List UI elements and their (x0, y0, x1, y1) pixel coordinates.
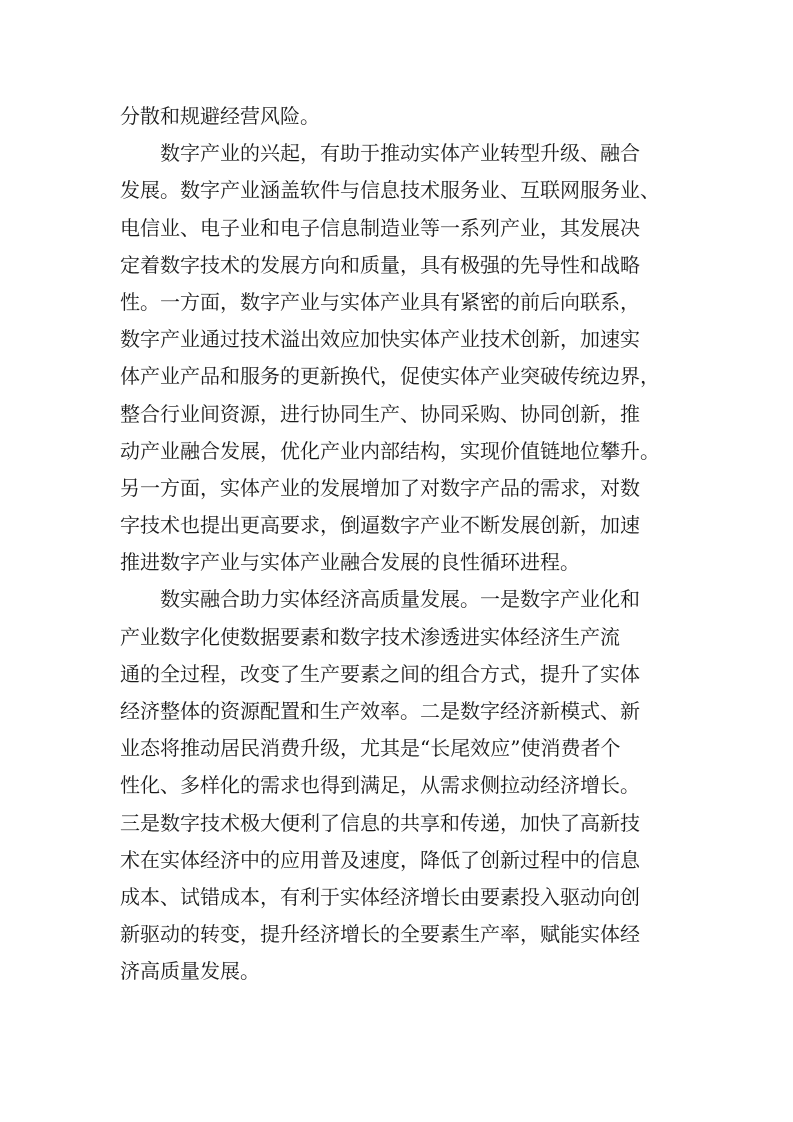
text-line: 性。一方面，数字产业与实体产业具有紧密的前后向联系， (120, 289, 640, 314)
text-line: 整合行业间资源，进行协同生产、协同采购、协同创新，推 (120, 401, 640, 426)
text-line: 新驱动的转变，提升经济增长的全要素生产率，赋能实体经 (120, 922, 640, 947)
text-line: 动产业融合发展，优化产业内部结构，实现价值链地位攀升。 (120, 438, 660, 463)
text-line: 三是数字技术极大便利了信息的共享和传递，加快了高新技 (120, 810, 640, 835)
text-line: 电信业、电子业和电子信息制造业等一系列产业，其发展决 (120, 215, 640, 240)
text-line: 数实融合助力实体经济高质量发展。一是数字产业化和 (120, 587, 640, 612)
text-line: 体产业产品和服务的更新换代，促使实体产业突破传统边界， (120, 364, 660, 389)
text-line: 字技术也提出更高要求，倒逼数字产业不断发展创新，加速 (120, 513, 640, 538)
text-line: 数字产业的兴起，有助于推动实体产业转型升级、融合 (120, 141, 640, 166)
text-line: 业态将推动居民消费升级，尤其是“长尾效应”使消费者个 (120, 736, 621, 761)
text-line: 推进数字产业与实体产业融合发展的良性循环进程。 (120, 550, 580, 575)
text-line: 济高质量发展。 (120, 959, 260, 984)
body-text (120, 98, 680, 991)
text-line: 通的全过程，改变了生产要素之间的组合方式，提升了实体 (120, 661, 640, 686)
text-line: 经济整体的资源配置和生产效率。二是数字经济新模式、新 (120, 699, 640, 723)
text-line: 发展。数字产业涵盖软件与信息技术服务业、互联网服务业、 (120, 178, 660, 203)
text-line: 术在实体经济中的应用普及速度，降低了创新过程中的信息 (120, 847, 640, 872)
text-line: 另一方面，实体产业的发展增加了对数字产品的需求，对数 (120, 475, 640, 500)
text-line: 产业数字化使数据要素和数字技术渗透进实体经济生产流 (120, 624, 620, 649)
text-line: 数字产业通过技术溢出效应加快实体产业技术创新，加速实 (120, 327, 640, 352)
text-line: 成本、试错成本，有利于实体经济增长由要素投入驱动向创 (120, 884, 640, 909)
text-line: 分散和规避经营风险。 (120, 104, 320, 128)
text-line: 定着数字技术的发展方向和质量，具有极强的先导性和战略 (120, 252, 640, 277)
text-line: 性化、多样化的需求也得到满足，从需求侧拉动经济增长。 (120, 773, 640, 798)
